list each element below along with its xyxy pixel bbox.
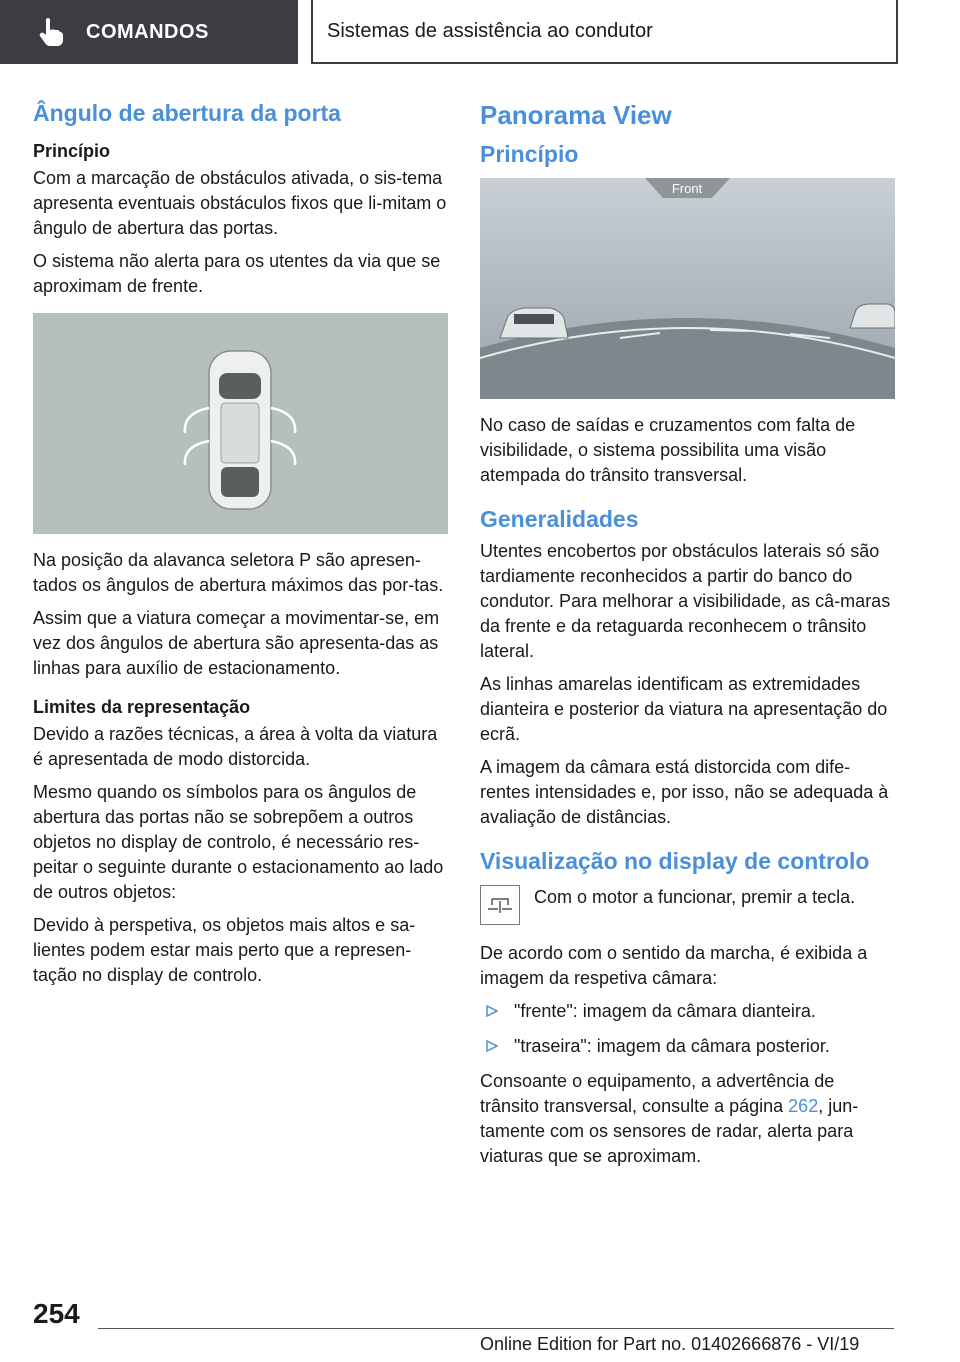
paragraph: De acordo com o sentido da marcha, é exibida a imagem da respetiva câmara:: [480, 943, 868, 988]
paragraph: Mesmo quando os símbolos para os ângulos de abertura das portas não se sobrepõem a outros objetos no display de controlo, é necessário res-peitar o seguinte durante o estacionamento ao lado de outros objetos:: [33, 782, 444, 902]
display-heading: Visualização no display de controlo: [480, 848, 870, 874]
camera-button[interactable]: [480, 885, 520, 925]
limits-heading: Limites da representação: [33, 697, 251, 717]
paragraph: O sistema não alerta para os utentes da via que se aproximam de frente.: [33, 251, 441, 296]
front-label: Front: [671, 181, 703, 196]
list-item: [480, 1034, 895, 1059]
left-column: [33, 100, 448, 996]
parking-camera-icon: [486, 895, 514, 915]
triangle-bullet-icon: [486, 1005, 498, 1017]
door-angle-figure: [33, 313, 448, 534]
footer-rule: [98, 1328, 894, 1329]
paragraph: No caso de saídas e cruzamentos com falta de visibilidade, o sistema possibilita uma visão atempada do trânsito transversal.: [480, 415, 856, 485]
general-heading: Generalidades: [480, 506, 639, 532]
paragraph: Utentes encobertos por obstáculos laterais só são tardiamente reconhecidos a partir do banco do condutor. Para melhorar a visibilidade, as câ-maras da frente e da retaguarda reconhecem o trânsito lateral.: [480, 541, 891, 661]
paragraph: Com a marcação de obstáculos ativada, o sis-tema apresenta eventuais obstáculos fixos que li-mitam o ângulo de abertura das portas.: [33, 168, 447, 238]
key-instruction: Com o motor a funcionar, premir a tecla.: [534, 887, 856, 907]
chapter-header: [311, 0, 898, 64]
paragraph: Consoante o equipamento, a advertência de trânsito transversal, consulte a página 262, jun-tamente com os sensores de radar, alerta para viaturas que se aproximam.: [480, 1071, 859, 1166]
chapter-title: Sistemas de assistência ao condutor: [327, 19, 653, 42]
right-column: [480, 100, 895, 1177]
triangle-bullet-icon: [486, 1040, 498, 1052]
section-tab: [0, 0, 298, 64]
panorama-view-title: Panorama View: [480, 100, 672, 130]
list-item: [480, 999, 895, 1024]
page-number: 254: [33, 1298, 80, 1329]
bullet-text: "traseira": imagem da câmara posterior.: [514, 1036, 830, 1056]
principle-heading-left: Princípio: [33, 141, 111, 161]
door-angle-title: Ângulo de abertura da porta: [33, 100, 341, 126]
paragraph: Devido à perspetiva, os objetos mais altos e sa-lientes podem estar mais perto que a represen-tação no display de controlo.: [33, 915, 416, 985]
camera-key-row: [480, 885, 895, 925]
paragraph: A imagem da câmara está distorcida com dife-rentes intensidades e, por isso, não se adequada à avaliação de distâncias.: [480, 757, 889, 827]
paragraph: Assim que a viatura começar a movimentar-se, em vez dos ângulos de abertura são apresenta-das as linhas para auxílio de estacionamento.: [33, 608, 440, 678]
paragraph: Devido a razões técnicas, a área à volta da viatura é apresentada de modo distorcida.: [33, 724, 438, 769]
section-title: COMANDOS: [86, 20, 209, 43]
bullet-text: "frente": imagem da câmara dianteira.: [514, 1001, 816, 1021]
principle-heading-right: Princípio: [480, 141, 579, 167]
page-link[interactable]: 262: [788, 1096, 819, 1116]
paragraph: As linhas amarelas identificam as extremidades dianteira e posterior da viatura na apresentação do ecrã.: [480, 674, 888, 744]
panorama-camera-figure: [480, 178, 895, 399]
hand-pointer-icon: [38, 17, 64, 47]
edition-footer: Online Edition for Part no. 01402666876 - VI/19: [480, 1334, 860, 1354]
paragraph: Na posição da alavanca seletora P são apresen-tados os ângulos de abertura máximos das por-tas.: [33, 550, 444, 595]
